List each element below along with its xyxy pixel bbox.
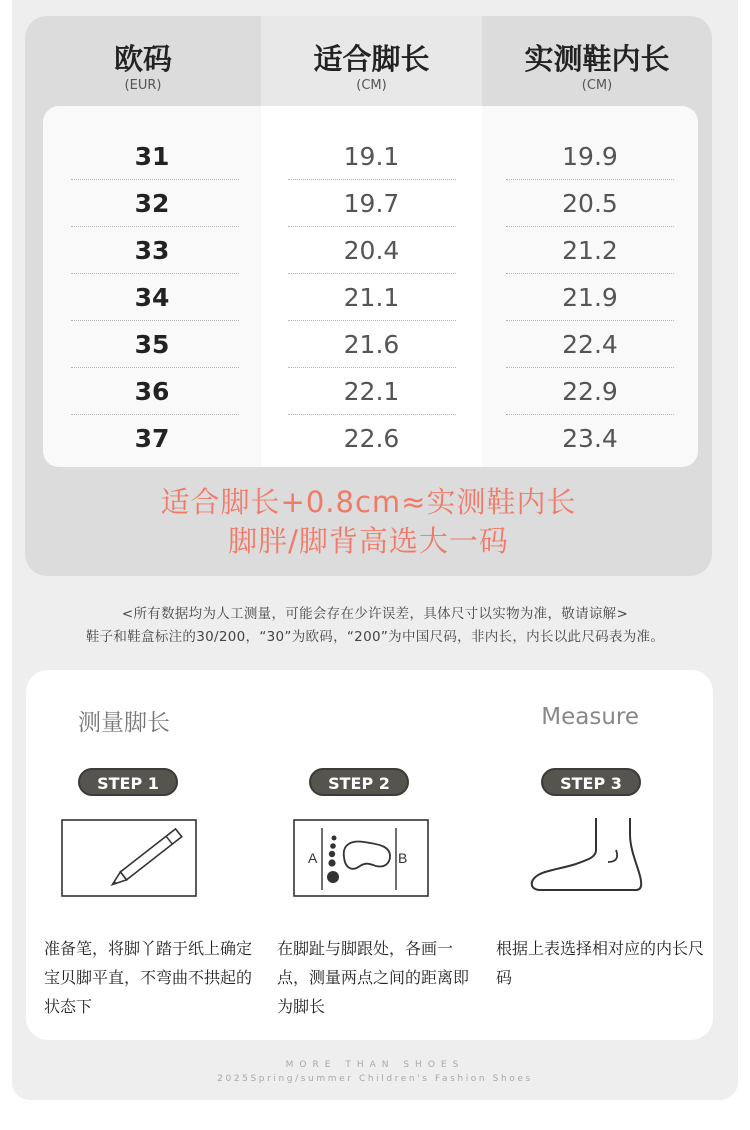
point-b-label: B	[398, 850, 408, 866]
size-table-body	[43, 106, 698, 467]
footprint-icon	[292, 810, 432, 900]
table-row	[43, 368, 698, 415]
foot-length: 19.1	[343, 142, 400, 171]
header-eur-unit: (EUR)	[124, 78, 162, 93]
eur-size: 33	[134, 236, 170, 265]
measurement-disclaimer: <所有数据均为人工测量，可能会存在少许误差，具体尺寸以实物为准，敬请谅解>	[121, 606, 629, 622]
header-inner-title: 实测鞋内长	[524, 42, 670, 76]
point-a-label: A	[308, 850, 318, 866]
header-inner-length	[482, 16, 712, 106]
table-row	[43, 274, 698, 321]
inner-length: 22.4	[562, 330, 618, 359]
foot-length: 22.6	[343, 424, 400, 453]
header-foot-unit: (CM)	[356, 78, 387, 93]
box-label-note: 鞋子和鞋盒标注的30/200，“30”为欧码，“200”为中国尺码，非内长，内长以此尺码表为准。	[85, 629, 665, 645]
measure-guide	[26, 670, 713, 1040]
inner-length: 20.5	[562, 189, 618, 218]
eur-size: 34	[134, 283, 170, 312]
step-3-badge: STEP 3	[541, 768, 641, 796]
header-inner-unit: (CM)	[581, 78, 613, 93]
inner-length: 23.4	[562, 424, 618, 453]
step-3-description: 根据上表选择相对应的内长尺码	[496, 939, 705, 987]
inner-length: 21.9	[562, 283, 618, 312]
eur-size: 35	[134, 330, 170, 359]
header-eur-title: 欧码	[113, 42, 172, 76]
measure-title-en: Measure	[541, 704, 639, 730]
step-1-badge: STEP 1	[78, 768, 178, 796]
size-chart	[25, 16, 712, 576]
paper-pencil-icon	[60, 810, 230, 900]
step-2-badge: STEP 2	[309, 768, 409, 796]
table-row	[43, 415, 698, 462]
foot-length: 20.4	[343, 236, 400, 265]
eur-size: 36	[134, 377, 170, 406]
step-1-description: 准备笔，将脚丫踏于纸上确定宝贝脚平直，不弯曲不拱起的状态下	[44, 939, 253, 1016]
eur-size: 37	[134, 424, 170, 453]
table-row	[43, 133, 698, 180]
inner-length: 19.9	[562, 142, 618, 171]
header-eur	[25, 16, 261, 106]
table-row	[43, 180, 698, 227]
step-2-description: 在脚趾与脚跟处，各画一点，测量两点之间的距离即为脚长	[277, 939, 470, 1016]
header-foot-length	[261, 16, 482, 106]
eur-size: 31	[134, 142, 170, 171]
footer-season: 2025Spring/summer Children's Fashion Shoes	[217, 1074, 533, 1084]
fit-tip: 适合脚长+0.8cm≈实测鞋内长	[160, 485, 577, 519]
foot-length: 21.1	[343, 283, 400, 312]
foot-length: 19.7	[343, 189, 400, 218]
inner-length: 22.9	[562, 377, 618, 406]
inner-length: 21.2	[562, 236, 618, 265]
measure-title: 测量脚长	[78, 710, 170, 736]
foot-length: 21.6	[343, 330, 400, 359]
foot-outline-icon	[524, 810, 654, 900]
foot-length: 22.1	[343, 377, 400, 406]
header-foot-title: 适合脚长	[313, 42, 430, 76]
table-row	[43, 227, 698, 274]
wide-foot-tip: 脚胖/脚背高选大一码	[228, 524, 509, 558]
footer-slogan: MORE THAN SHOES	[285, 1060, 465, 1070]
table-row	[43, 321, 698, 368]
eur-size: 32	[134, 189, 170, 218]
